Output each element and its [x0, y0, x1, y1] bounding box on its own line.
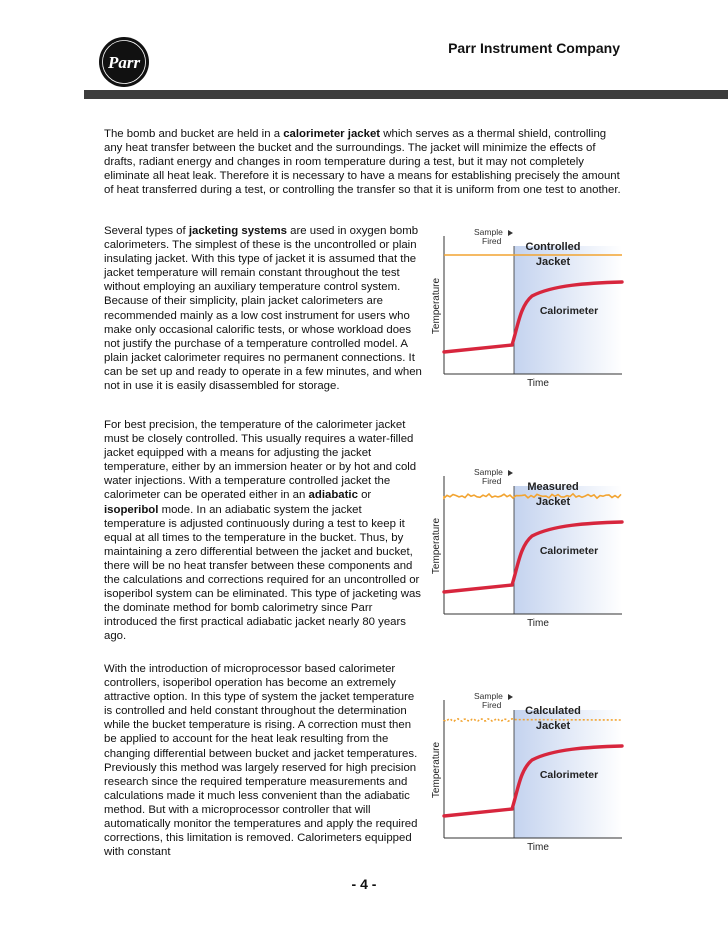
- y-axis-label: Temperature: [431, 741, 442, 799]
- y-axis-label: Temperature: [431, 517, 442, 575]
- calorimeter-label: Calorimeter: [539, 305, 599, 317]
- temperature-time-chart: [428, 226, 628, 396]
- jacket-label: Controlled: [525, 241, 581, 253]
- x-axis-label: Time: [527, 378, 549, 389]
- sample-arrow-icon: [508, 470, 513, 476]
- jacket-label-2: Jacket: [535, 720, 571, 732]
- x-axis-label: Time: [527, 842, 549, 853]
- sample-fired-label: Sample: [474, 467, 503, 477]
- paragraph-calorimeter-jacket: The bomb and bucket are held in a calorimeter jacket which serves as a thermal shield, controlling any heat transfer between the bucket and the surroundings. The jacket will minimize the effects of drafts, radiant energy and changes in room temperature during a test, but it may not completely eliminate all heat leak. Therefore it is necessary to have a means for establishing precisely the amount of heat transferred during a test, or controlling the transfer so that it is uniform from one test to another.: [104, 128, 621, 197]
- x-axis-label: Time: [527, 618, 549, 629]
- sample-arrow-icon: [508, 694, 513, 700]
- jacket-label-2: Jacket: [535, 496, 571, 508]
- jacket-label-2: Jacket: [535, 256, 571, 268]
- svg-text:Parr: Parr: [107, 53, 141, 72]
- y-axis-label: Temperature: [431, 277, 442, 335]
- paragraph-jacketing-systems: Several types of jacketing systems are used in oxygen bomb calorimeters. The simplest of these is the uncontrolled or plain insulating jacket. With this type of jacket it is assumed that the jacket temperature will remain constant throughout the test without employing an auxiliary temperature control system. Because of their simplicity, plain jacket calorimeters are recommended mainly as a low cost instrument for users who make only occasional calorific tests, or whose workload does not justify the purchase of a temperature controlled model. A plain jacket calorimeter requires no permanent connections. It can be set up and ready to operate in a few minutes, and when not in use it is easily disassembled for storage.: [104, 225, 422, 393]
- calorimeter-label: Calorimeter: [539, 769, 599, 781]
- temperature-time-chart: [428, 466, 628, 636]
- parr-logo: [98, 36, 150, 88]
- sample-fired-label-2: Fired: [482, 476, 502, 486]
- sample-fired-label: Sample: [474, 227, 503, 237]
- company-name: Parr Instrument Company: [448, 40, 620, 56]
- calorimeter-label: Calorimeter: [539, 545, 599, 557]
- sample-fired-label: Sample: [474, 691, 503, 701]
- jacket-label: Measured: [527, 481, 579, 493]
- figure-controlled-jacket: [428, 226, 628, 396]
- jacket-label: Calculated: [525, 705, 581, 717]
- sample-fired-label-2: Fired: [482, 236, 502, 246]
- sample-arrow-icon: [508, 230, 513, 236]
- page-number: - 4 -: [351, 876, 377, 892]
- figure-measured-jacket: [428, 466, 628, 636]
- paragraph-adiabatic: For best precision, the temperature of the calorimeter jacket must be closely controlled. This usually requires a water-filled jacket equipped with a means for adjusting the jacket temperature, either by an immersion heater or by hot and cold water injections. With a temperature controlled jacket the calorimeter can be operated either in an adiabatic or isoperibol mode. In an adiabatic system the jacket temperature is adjusted continuously during a test to keep it equal at all times to the temperature in the bucket. Thus, by maintaining a zero differential between the jacket and bucket, there will be no heat transfer between these components and the calculations and corrections required for an uncontrolled or isoperibol system can be eliminated. This type of jacketing was the dominate method for bomb calorimetry since Parr introduced the first practical adiabatic jacket nearly 80 years ago.: [104, 419, 421, 643]
- paragraph-isoperibol: With the introduction of microprocessor based calorimeter controllers, isoperibol operation has become an extremely attractive option. In this type of system the jacket temperature is controlled and held constant throughout the determination while the bucket temperature is rising. A correction must then be applied to account for the heat leak resulting from the changing differential between bucket and jacket temperatures. Previously this method was largely reserved for high precision research since the required temperature measurements and calculations made it much less convenient than the adiabatic method. But with a microprocessor controller that will automatically monitor the temperatures and apply the required corrections, this limitation is removed. Calorimeters equipped with constant: [104, 663, 418, 859]
- header-rule: [84, 90, 728, 99]
- sample-fired-label-2: Fired: [482, 700, 502, 710]
- temperature-time-chart: [428, 690, 628, 860]
- figure-calculated-jacket: [428, 690, 628, 860]
